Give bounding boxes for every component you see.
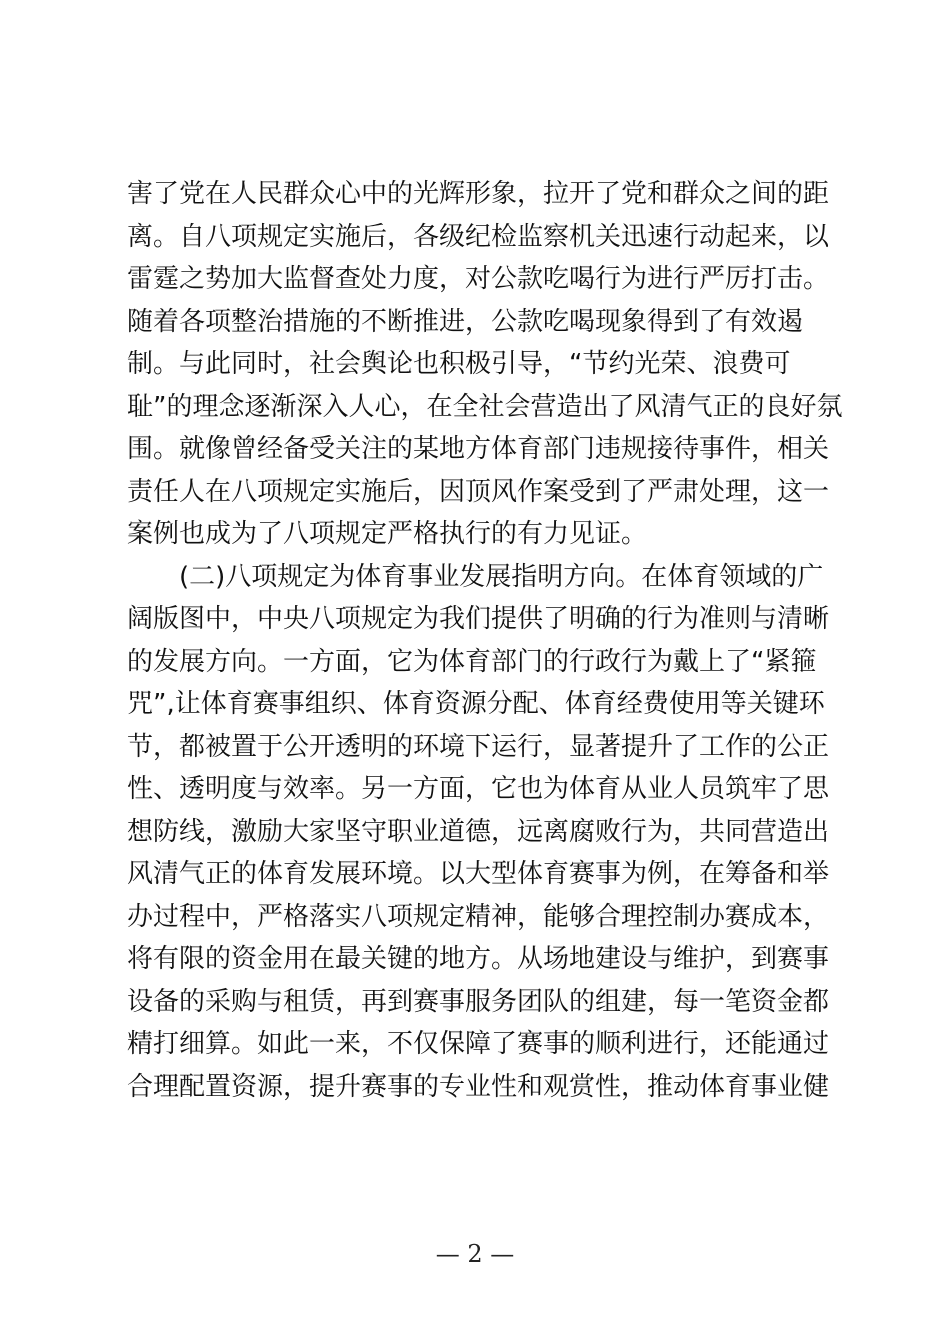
text-line: 责任人在八项规定实施后，因顶风作案受到了严肃处理，这一	[127, 476, 830, 507]
text-line: (二)八项规定为体育事业发展指明方向。在体育领域的广	[179, 561, 824, 592]
text-line: 风清气正的体育发展环境。以大型体育赛事为例，在筹备和举	[127, 859, 830, 889]
text-line: 阔版图中，中央八项规定为我们提供了明确的行为准则与清晰	[127, 604, 830, 634]
body-text	[127, 173, 843, 1108]
text-line: 案例也成为了八项规定严格执行的有力见证。	[127, 519, 648, 549]
text-line: 的发展方向。一方面，它为体育部门的行政行为戴上了“紧箍	[127, 646, 817, 677]
text-line: 合理配置资源，提升赛事的专业性和观赏性，推动体育事业健	[127, 1071, 830, 1102]
text-line: 性、透明度与效率。另一方面，它也为体育从业人员筑牢了思	[127, 774, 830, 804]
text-line: 雷霆之势加大监督查处力度，对公款吃喝行为进行严厉打击。	[127, 264, 830, 294]
text-line: 离。自八项规定实施后，各级纪检监察机关迅速行动起来，以	[127, 221, 830, 252]
text-line: 咒”,让体育赛事组织、体育资源分配、体育经费使用等关键环	[127, 689, 825, 719]
text-line: 节，都被置于公开透明的环境下运行，显著提升了工作的公正	[127, 731, 830, 762]
text-line: 设备的采购与租赁，再到赛事服务团队的组建，每一笔资金都	[127, 986, 830, 1017]
text-line: 随着各项整治措施的不断推进，公款吃喝现象得到了有效遏	[127, 306, 804, 337]
text-line: 想防线，激励大家坚守职业道德，远离腐败行为，共同营造出	[127, 816, 830, 847]
text-line: 围。就像曾经备受关注的某地方体育部门违规接待事件，相关	[127, 434, 830, 464]
text-line: 办过程中，严格落实八项规定精神，能够合理控制办赛成本，	[127, 901, 830, 932]
text-line: 精打细算。如此一来，不仅保障了赛事的顺利进行，还能通过	[127, 1029, 830, 1059]
text-line: 制。与此同时，社会舆论也积极引导，“节约光荣、浪费可	[127, 349, 791, 379]
text-line: 将有限的资金用在最关键的地方。从场地建设与维护，到赛事	[127, 944, 830, 974]
page-number: — 2 —	[435, 1240, 515, 1268]
text-line: 耻”的理念逐渐深入人心，在全社会营造出了风清气正的良好氛	[127, 391, 843, 422]
text-line: 害了党在人民群众心中的光辉形象，拉开了党和群众之间的距	[127, 179, 830, 209]
